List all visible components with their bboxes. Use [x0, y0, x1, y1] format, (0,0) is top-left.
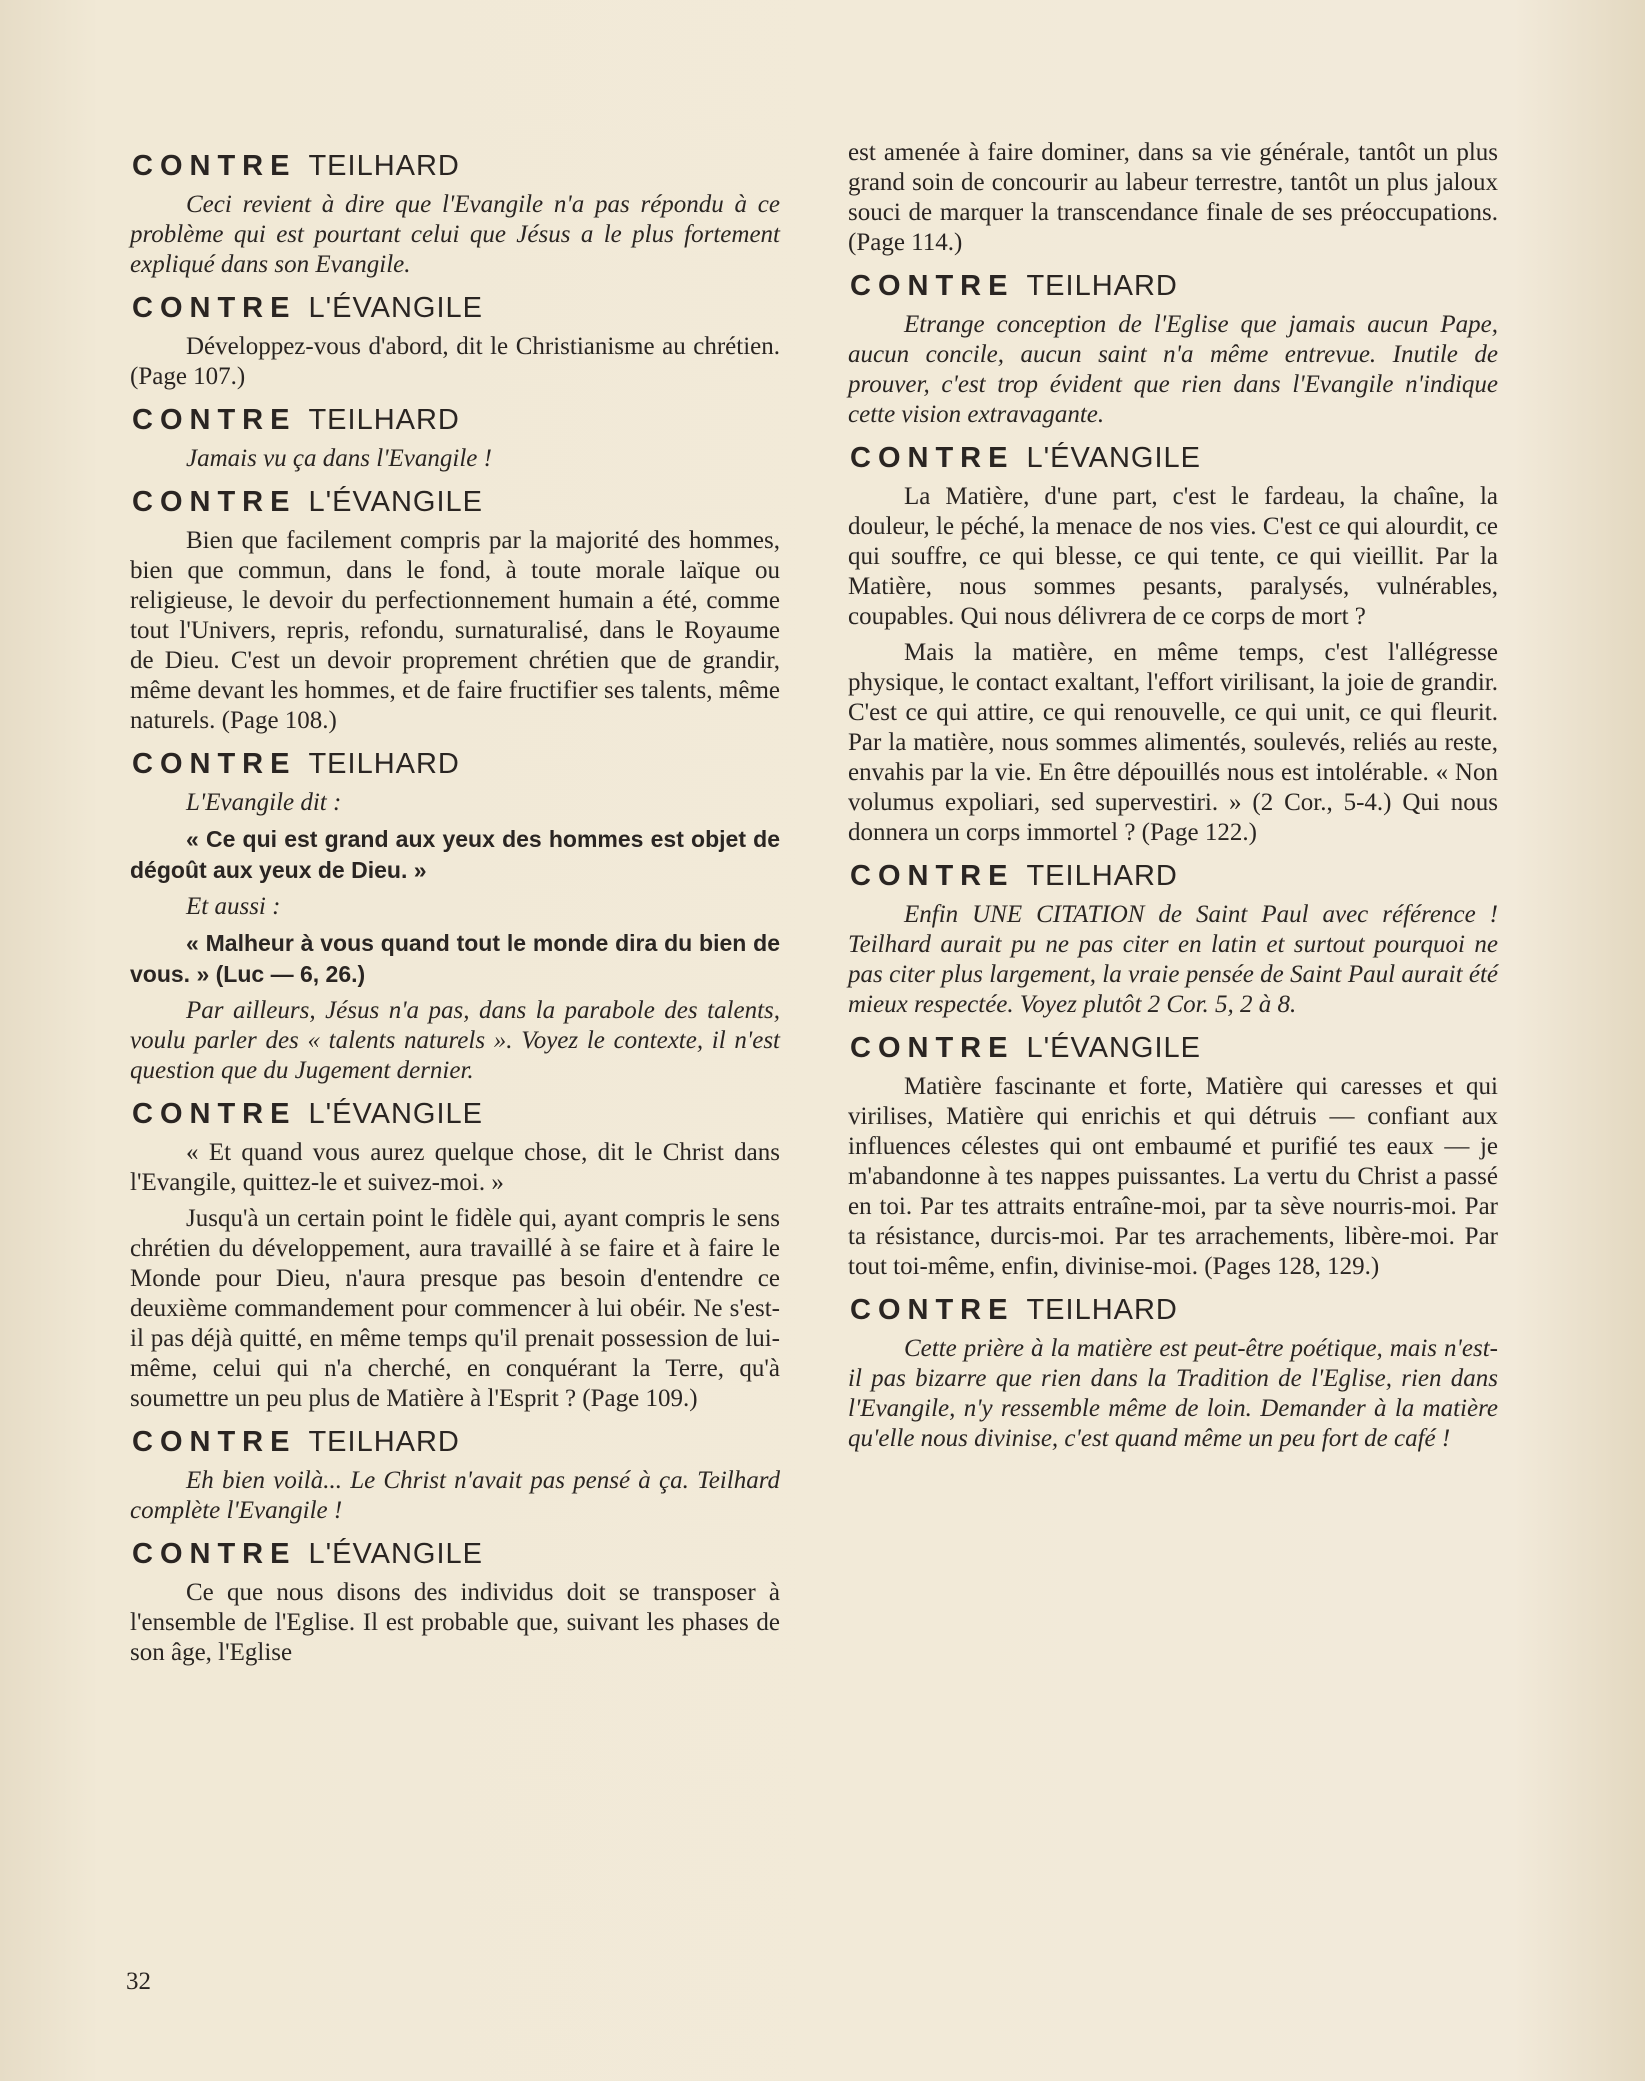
heading-target: TEILHARD	[308, 404, 460, 436]
heading-target: TEILHARD	[308, 1426, 460, 1458]
section-heading	[850, 268, 1498, 304]
gospel-quote: « Ce qui est grand aux yeux des hommes est objet de dégoût aux yeux de Dieu. »	[130, 826, 780, 883]
heading-target: L'ÉVANGILE	[1026, 1032, 1202, 1064]
heading-contre: CONTRE	[132, 150, 297, 182]
commentary-paragraph: Jamais vu ça dans l'Evangile !	[186, 445, 492, 472]
left-column	[130, 138, 780, 1674]
heading-contre: CONTRE	[132, 1098, 297, 1130]
page-number: 32	[126, 1968, 151, 1995]
heading-target: L'ÉVANGILE	[308, 486, 484, 518]
heading-contre: CONTRE	[132, 1426, 297, 1458]
quotation-paragraph: La Matière, d'une part, c'est le fardeau, la chaîne, la douleur, le péché, la menace de nos vies. C'est ce qui alourdit, ce qui souffre, ce qui blesse, ce qui tente, ce qui vieillit. Par la Matière, nous sommes pesants, paralysés, vulnérables, coupables. Qui nous délivrera de ce corps de mort ?	[848, 483, 1498, 630]
heading-contre: CONTRE	[132, 486, 297, 518]
heading-contre: CONTRE	[132, 404, 297, 436]
section-heading	[132, 484, 780, 520]
section-heading	[132, 148, 780, 184]
heading-target: TEILHARD	[1026, 860, 1178, 892]
section-heading	[132, 290, 780, 326]
section-heading	[850, 1292, 1498, 1328]
heading-contre: CONTRE	[132, 748, 297, 780]
section-heading	[132, 746, 780, 782]
commentary-paragraph: Par ailleurs, Jésus n'a pas, dans la parabole des talents, voulu parler des « talents naturels ». Voyez le contexte, il n'est question que du Jugement dernier.	[130, 997, 780, 1084]
heading-target: L'ÉVANGILE	[1026, 442, 1202, 474]
quotation-paragraph: Bien que facilement compris par la majorité des hommes, bien que commun, dans le fond, à toute morale laïque ou religieuse, le devoir du perfectionnement humain a été, comme tout l'Univers, repris, refondu, surnaturalisé, dans le Royaume de Dieu. C'est un devoir proprement chrétien que de grandir, même devant les hommes, et de faire fructifier ses talents, même naturels. (Page 108.)	[130, 527, 780, 734]
commentary-paragraph: Enfin UNE CITATION de Saint Paul avec référence ! Teilhard aurait pu ne pas citer en latin et surtout pourquoi ne pas citer plus largement, la vraie pensée de Saint Paul aurait été mieux respectée. Voyez plutôt 2 Cor. 5, 2 à 8.	[848, 901, 1498, 1018]
gospel-quote: « Malheur à vous quand tout le monde dira du bien de vous. » (Luc — 6, 26.)	[130, 930, 780, 987]
heading-contre: CONTRE	[850, 442, 1015, 474]
heading-target: TEILHARD	[1026, 270, 1178, 302]
quotation-paragraph: Mais la matière, en même temps, c'est l'allégresse physique, le contact exaltant, l'effort virilisant, la joie de grandir. C'est ce qui attire, ce qui renouvelle, ce qui unit, ce qui fleurit. Par la matière, nous sommes alimentés, soulevés, reliés au reste, envahis par la vie. En être dépouillés nous est intolérable. « Non volumus expoliari, sed supervestiri. » (2 Cor., 5-4.) Qui nous donnera un corps immortel ? (Page 122.)	[848, 639, 1498, 846]
commentary-paragraph: L'Evangile dit :	[186, 789, 342, 816]
heading-target: L'ÉVANGILE	[308, 1538, 484, 1570]
commentary-paragraph: Ceci revient à dire que l'Evangile n'a pas répondu à ce problème qui est pourtant celui que Jésus a le plus fortement expliqué dans son Evangile.	[130, 191, 780, 278]
quotation-paragraph: « Et quand vous aurez quelque chose, dit le Christ dans l'Evangile, quittez-le et suivez-moi. »	[130, 1139, 780, 1196]
right-column	[848, 138, 1498, 1460]
section-heading	[132, 1424, 780, 1460]
heading-contre: CONTRE	[850, 1032, 1015, 1064]
heading-target: TEILHARD	[308, 150, 460, 182]
section-heading	[850, 1030, 1498, 1066]
quotation-paragraph: Développez-vous d'abord, dit le Christianisme au chrétien. (Page 107.)	[130, 333, 780, 390]
section-heading	[132, 1096, 780, 1132]
heading-target: L'ÉVANGILE	[308, 292, 484, 324]
commentary-paragraph: Et aussi :	[186, 893, 281, 920]
heading-target: L'ÉVANGILE	[308, 1098, 484, 1130]
heading-contre: CONTRE	[850, 270, 1015, 302]
section-heading	[850, 858, 1498, 894]
section-heading	[132, 402, 780, 438]
quotation-paragraph: Ce que nous disons des individus doit se transposer à l'ensemble de l'Eglise. Il est probable que, suivant les phases de son âge, l'Eglise	[130, 1579, 780, 1666]
heading-contre: CONTRE	[132, 292, 297, 324]
heading-contre: CONTRE	[850, 860, 1015, 892]
heading-target: TEILHARD	[1026, 1294, 1178, 1326]
quotation-paragraph: Matière fascinante et forte, Matière qui caresses et qui virilises, Matière qui enrichis et qui détruis — confiant aux influences célestes qui ont embaumé et purifié tes eaux — je m'abandonne à tes nappes puissantes. La vertu du Christ a passé en toi. Par tes attraits entraîne-moi, par ta sève nourris-moi. Par ta résistance, durcis-moi. Par tes arrachements, libère-moi. Par tout toi-même, enfin, divinise-moi. (Pages 128, 129.)	[848, 1073, 1498, 1280]
heading-contre: CONTRE	[132, 1538, 297, 1570]
heading-contre: CONTRE	[850, 1294, 1015, 1326]
commentary-paragraph: Cette prière à la matière est peut-être poétique, mais n'est-il pas bizarre que rien dans la Tradition de l'Eglise, rien dans l'Evangile, n'y ressemble même de loin. Demander à la matière qu'elle nous divinise, c'est quand même un peu fort de café !	[848, 1335, 1498, 1452]
heading-target: TEILHARD	[308, 748, 460, 780]
section-heading	[132, 1536, 780, 1572]
commentary-paragraph: Eh bien voilà... Le Christ n'avait pas pensé à ça. Teilhard complète l'Evangile !	[130, 1467, 780, 1524]
section-heading	[850, 440, 1498, 476]
commentary-paragraph: Etrange conception de l'Eglise que jamais aucun Pape, aucun concile, aucun saint n'a même entrevue. Inutile de prouver, c'est trop évident que rien dans l'Evangile n'indique cette vision extravagante.	[848, 311, 1498, 428]
quotation-paragraph: Jusqu'à un certain point le fidèle qui, ayant compris le sens chrétien du développement, aura travaillé à se faire et à faire le Monde pour Dieu, n'aura presque pas besoin d'entendre ce deuxième commandement pour commencer à lui obéir. Ne s'est-il pas déjà quitté, en même temps qu'il prenait possession de lui-même, celui qui n'a cherché, en conquérant la Terre, qu'à soumettre un peu plus de Matière à l'Esprit ? (Page 109.)	[130, 1205, 780, 1412]
quotation-paragraph: est amenée à faire dominer, dans sa vie générale, tantôt un plus grand soin de concourir au labeur terrestre, tantôt un plus jaloux souci de marquer la transcendance finale de ses préoccupations. (Page 114.)	[848, 139, 1498, 256]
